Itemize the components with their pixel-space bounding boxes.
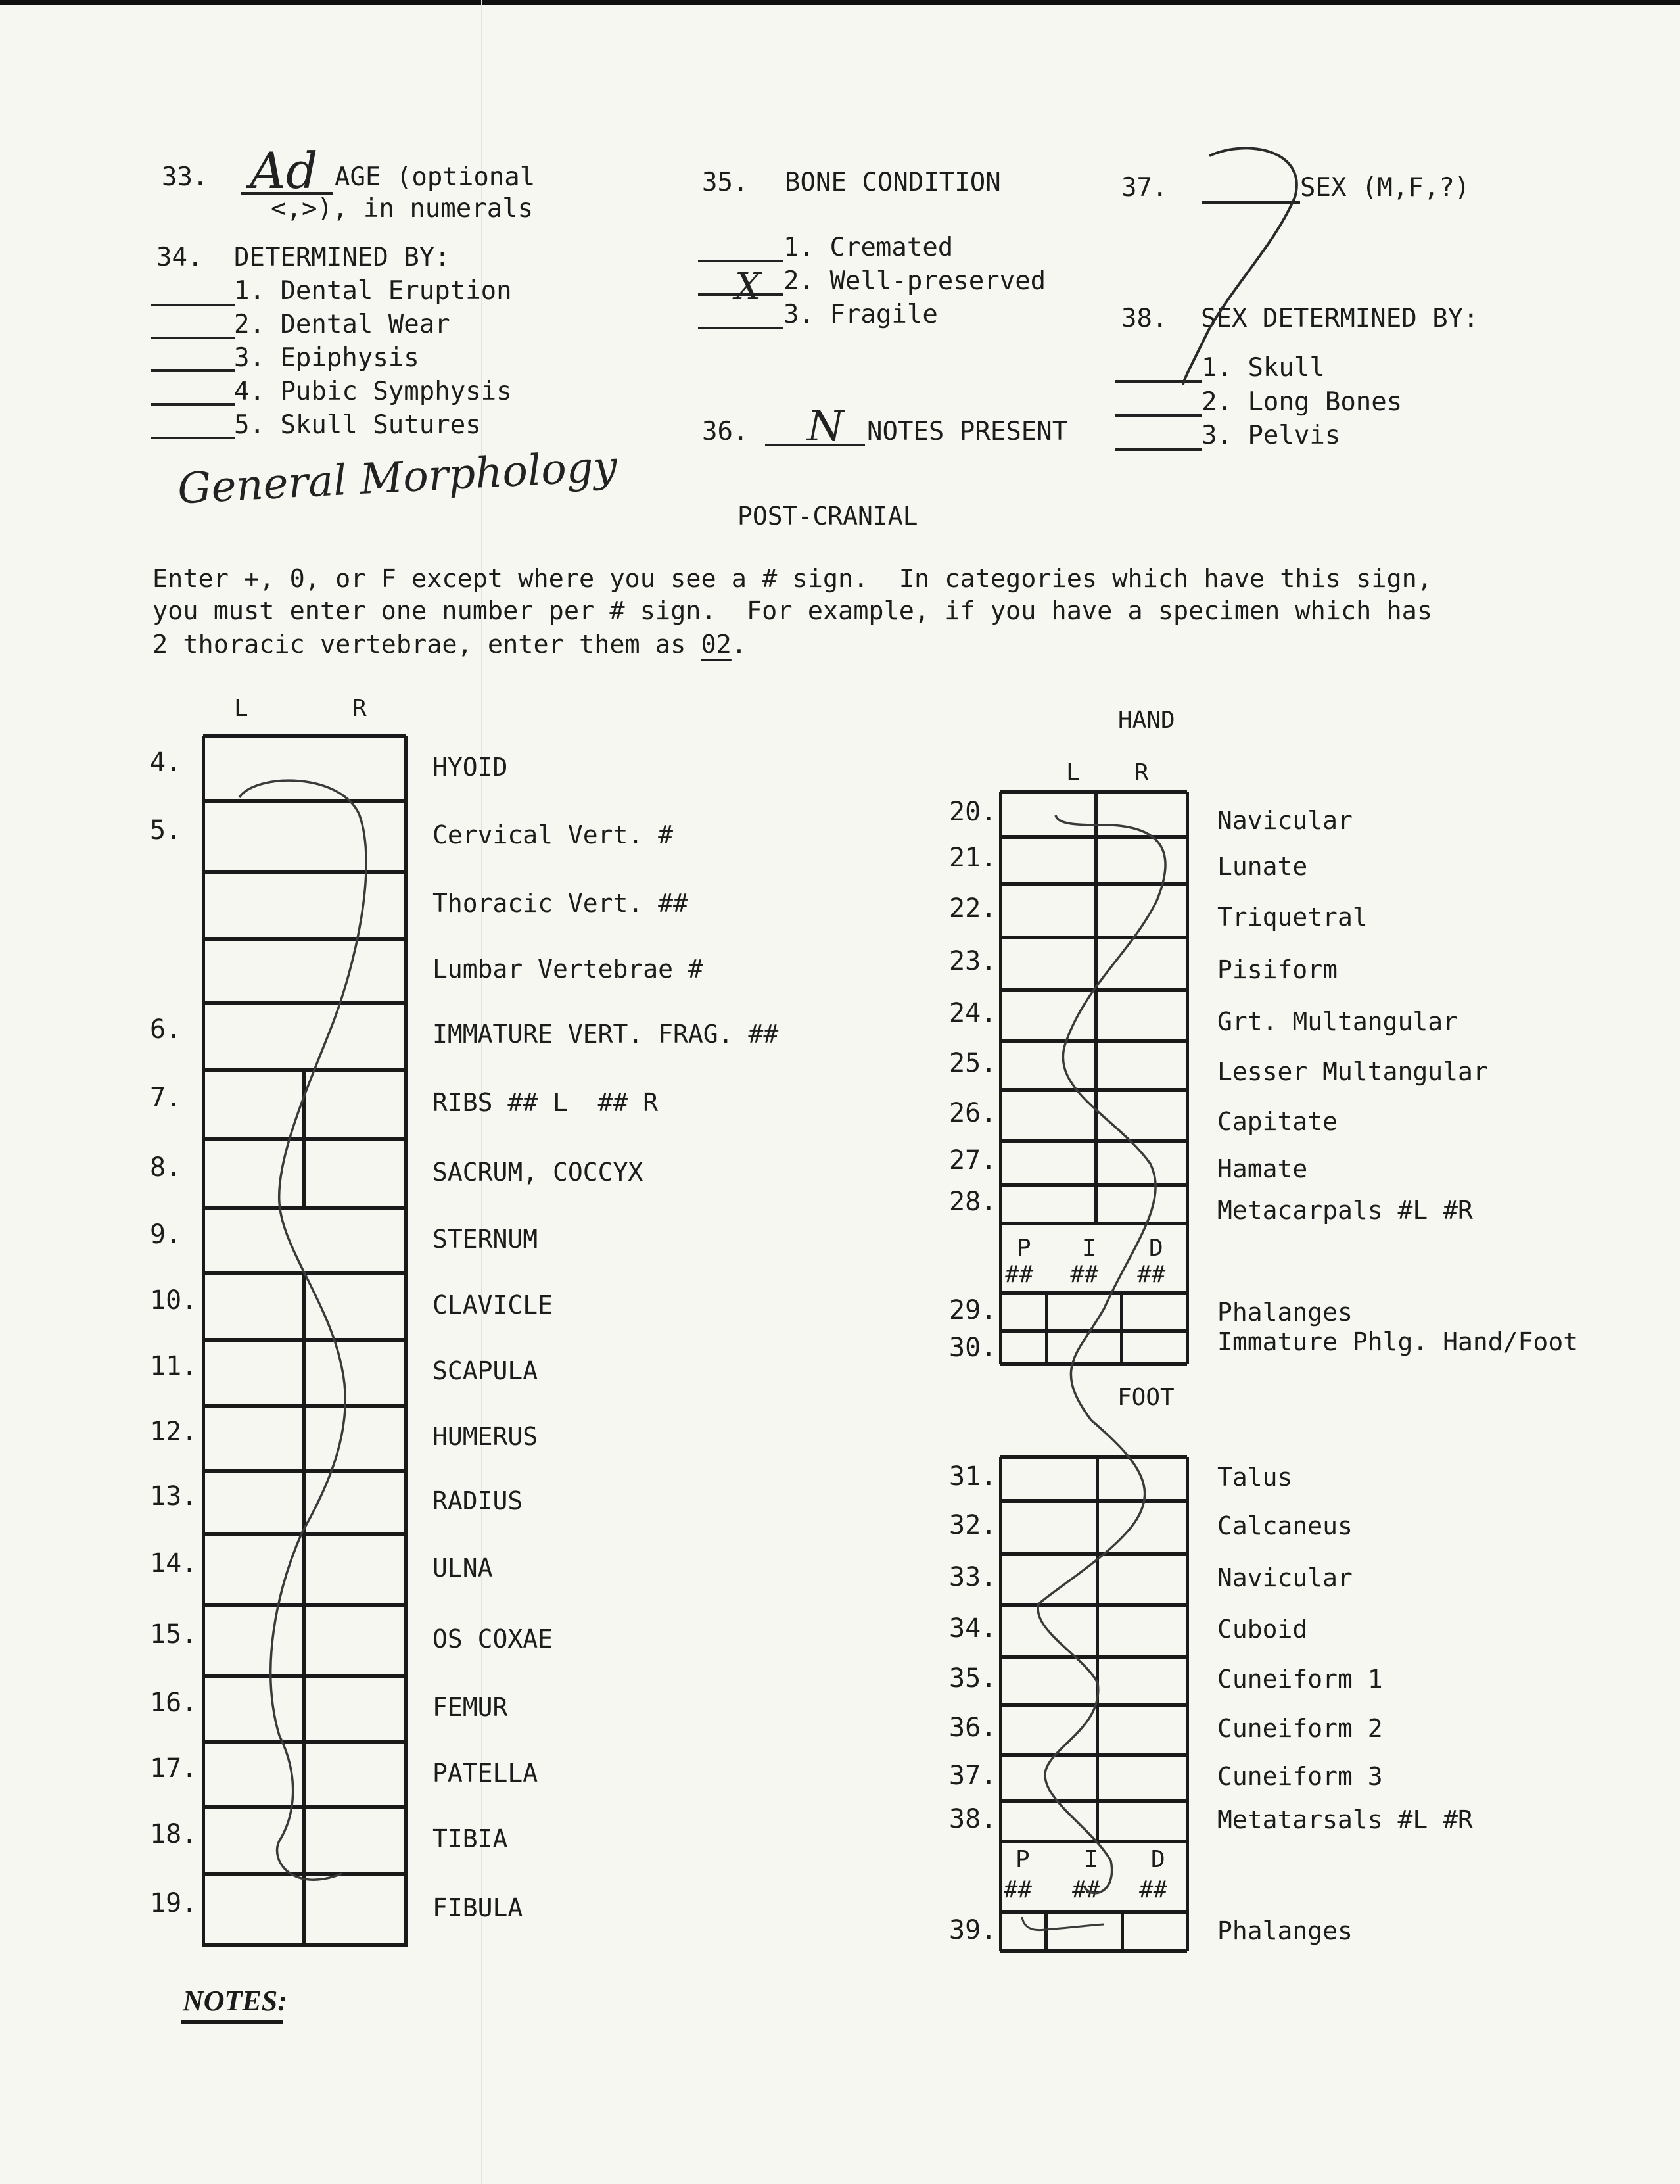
age-number: 33. [162,162,208,192]
sex-input-line[interactable] [1202,201,1300,204]
main-table-lr-divider [302,1070,306,1139]
foot-phalanx-divider [1121,1912,1124,1951]
hand-phalanx-mark: ## [1137,1261,1166,1288]
hand-table-cell-left[interactable] [1003,939,1093,988]
main-table-row-label: PATELLA [432,1758,538,1788]
main-table-row-label: RADIUS [432,1486,523,1515]
foot-table-row-label: Navicular [1217,1563,1353,1592]
foot-table-row-number: 36. [949,1712,997,1743]
main-table-cell-right[interactable] [306,1342,403,1404]
main-table-row-number: 19. [150,1887,198,1918]
foot-table-row-label: Metatarsals #L #R [1217,1805,1473,1834]
main-table-row-label: FEMUR [432,1692,508,1722]
foot-phalanx-row-number: 39. [949,1915,997,1945]
main-table-cell-left[interactable] [206,1607,301,1674]
foot-table-cell-left[interactable] [1003,1459,1094,1499]
hand-table-cell-right[interactable] [1098,992,1184,1039]
notes-present-number: 36. [702,417,749,446]
main-table-row-number: 12. [150,1417,198,1447]
bone-condition-title: BONE CONDITION [785,168,1001,197]
main-table-cell[interactable] [206,803,403,870]
sex-label: SEX (M,F,?) [1300,173,1470,202]
foot-table-row-number: 38. [949,1803,997,1834]
main-table-row-label: OS COXAE [432,1624,553,1653]
hand-phalanx-header: P [1017,1235,1031,1262]
hand-col-left-header: L [1066,759,1081,786]
foot-table-row-label: Cuboid [1217,1614,1308,1644]
main-table-cell-right[interactable] [306,1473,403,1532]
hand-table-row-label: Hamate [1217,1154,1308,1183]
foot-phalanx-mark: ## [1139,1876,1168,1903]
hand-table-left-border [999,792,1002,1364]
hand-table-right-border [1186,792,1189,1364]
main-table-row-label: CLAVICLE [432,1290,553,1319]
main-table-row-number: 6. [150,1014,182,1045]
main-table-cell-right[interactable] [306,1408,403,1469]
foot-table-cell-left[interactable] [1003,1803,1094,1840]
foot-title: FOOT [1117,1384,1175,1411]
main-table-cell[interactable] [206,1210,403,1271]
foot-table-cell-right[interactable] [1100,1757,1184,1799]
main-table-cell-left[interactable] [206,1072,301,1137]
hand-table-cell-left[interactable] [1003,1043,1093,1088]
main-table-row-label: RIBS ## L ## R [432,1088,659,1117]
bone-condition-option-2: 2. Well-preserved [783,266,1046,296]
main-table-row-number: 16. [150,1687,198,1718]
main-table-row-label: HYOID [432,752,508,782]
hand-table-row-label: Triquetral [1217,902,1368,932]
hand-col-right-header: R [1134,759,1149,786]
hand-table-cell-left[interactable] [1003,1143,1093,1183]
foot-table-row-number: 34. [949,1613,997,1644]
main-table-row-label: HUMERUS [432,1422,538,1451]
foot-table-cell-left[interactable] [1003,1659,1094,1703]
notes-present-value[interactable]: N [807,402,844,451]
foot-phalanx-cell-p[interactable] [1003,1914,1043,1949]
foot-phalanx-cell-d[interactable] [1125,1914,1184,1949]
foot-phalanx-mark: ## [1004,1876,1033,1903]
foot-table-cell-right[interactable] [1100,1459,1184,1499]
sex-determined-number: 38. [1121,304,1168,333]
hand-table-cell-right[interactable] [1098,939,1184,988]
hand-phalanx-header: I [1082,1235,1096,1262]
main-table-row-number: 4. [150,747,182,778]
main-table-cell-left[interactable] [206,1876,301,1943]
foot-phalanx-row-line [1000,1949,1187,1953]
hand-table-row-label: Lesser Multangular [1217,1057,1488,1086]
main-table-cell-left[interactable] [206,1408,301,1469]
hand-title: HAND [1118,707,1175,734]
main-table-lr-divider [302,1471,306,1534]
hand-table-row-label: Metacarpals #L #R [1217,1195,1473,1225]
foot-table-row-number: 33. [949,1561,997,1592]
hand-phalanx-cell-d[interactable] [1124,1295,1184,1329]
foot-table-cell-right[interactable] [1100,1659,1184,1703]
foot-table-cell-right[interactable] [1100,1556,1184,1603]
determined-by-option-2: 2. Dental Wear [234,310,450,339]
main-table-row-number: 8. [150,1152,182,1183]
main-col-left-header: L [234,695,248,722]
main-table-cell-right[interactable] [306,1607,403,1674]
foot-phalanx-header: P [1015,1846,1030,1873]
main-table-cell-right[interactable] [306,1809,403,1872]
hand-table-cell-right[interactable] [1098,1187,1184,1222]
determined-by-blank-4[interactable] [151,403,235,406]
sex-determined-blank-2[interactable] [1115,414,1202,417]
hand-phalanx-row-number: 30. [949,1333,997,1363]
handwritten-general-morphology: General Morphology [176,442,618,514]
instructions-line-1: Enter +, 0, or F except where you see a # sign. In categories which have this sign, [152,564,1433,594]
main-table-lr-divider [302,1676,306,1742]
main-table-cell-right[interactable] [306,1141,403,1206]
hand-table-row-number: 27. [949,1145,997,1175]
main-table-row-label: STERNUM [432,1224,538,1254]
hand-table-cell-right[interactable] [1098,1043,1184,1088]
main-table-cell-left[interactable] [206,1536,301,1603]
bone-condition-option-3: 3. Fragile [783,300,938,329]
determined-by-option-4: 4. Pubic Symphysis [234,377,512,406]
hand-table-cell-left[interactable] [1003,1092,1093,1139]
main-table-cell[interactable] [206,1005,403,1068]
notes-underline [181,2020,283,2024]
bone-condition-blank-3[interactable] [698,327,783,329]
determined-by-option-1: 1. Dental Eruption [234,276,512,306]
hand-table-row-label: Navicular [1217,806,1353,835]
main-table-cell-right[interactable] [306,1744,403,1805]
hand-table-row-number: 26. [949,1098,997,1128]
hand-table-row-number: 24. [949,998,997,1028]
main-table-lr-divider [302,1273,306,1340]
bone-condition-blank-1[interactable] [698,260,783,262]
foot-table-cell-left[interactable] [1003,1757,1094,1799]
foot-table-row-number: 37. [949,1760,997,1791]
hand-phalanx-cell-i[interactable] [1049,1333,1119,1362]
foot-table-row-number: 35. [949,1663,997,1694]
main-table-lr-divider [302,1742,306,1807]
determined-by-title: DETERMINED BY: [234,243,450,272]
main-table-row-number: 14. [150,1548,198,1579]
foot-table-cell-left[interactable] [1003,1556,1094,1603]
main-table-row-number: 11. [150,1351,198,1381]
sex-determined-blank-1[interactable] [1115,380,1202,383]
foot-phalanx-header: D [1151,1846,1165,1873]
instructions-line-3-text: 2 thoracic vertebrae, enter them as [152,630,701,659]
determined-by-blank-2[interactable] [151,337,235,339]
hand-table-row-label: Lunate [1217,852,1308,881]
foot-table-cell-right[interactable] [1100,1707,1184,1753]
foot-table-cell-right[interactable] [1100,1803,1184,1840]
foot-table-lr-divider [1096,1457,1099,1841]
main-table-cell-left[interactable] [206,1275,301,1338]
hand-phalanx-divider [1045,1293,1048,1364]
main-table-cell-right[interactable] [306,1876,403,1943]
main-table-row-number: 15. [150,1619,198,1650]
main-table-lr-divider [302,1340,306,1406]
main-table-row-number: 9. [150,1219,182,1250]
hand-table-row-number: 28. [949,1186,997,1217]
sex-determined-title: SEX DETERMINED BY: [1201,304,1479,333]
sex-determined-option-3: 3. Pelvis [1202,421,1341,450]
hand-phalanx-row-line [1000,1362,1187,1366]
hand-table-cell-left[interactable] [1003,1187,1093,1222]
hand-phalanx-divider [1120,1293,1123,1364]
main-table-row-label: FIBULA [432,1893,523,1922]
main-table-lr-divider [302,1807,306,1874]
main-col-right-header: R [352,695,367,722]
main-table-cell-left[interactable] [206,1678,301,1740]
main-table-cell-left[interactable] [206,1809,301,1872]
foot-phalanx-mark: ## [1072,1876,1101,1903]
hand-table-row-number: 25. [949,1048,997,1078]
foot-phalanx-divider [1044,1912,1048,1951]
instructions-example-suffix: . [731,630,747,659]
hand-table-row-number: 20. [949,797,997,827]
main-table-row-number: 10. [150,1285,198,1316]
hand-table-row-label: Pisiform [1217,955,1338,984]
hand-table-cell-left[interactable] [1003,992,1093,1039]
hand-table-cell-right[interactable] [1098,886,1184,936]
main-table-row-label: TIBIA [432,1824,508,1853]
hand-table-row-number: 23. [949,946,997,976]
foot-table-row-label: Cuneiform 2 [1217,1713,1383,1743]
post-cranial-title: POST-CRANIAL [737,502,918,531]
determined-by-blank-1[interactable] [151,304,235,306]
main-table-row-label: SACRUM, COCCYX [432,1157,643,1187]
hand-phalanx-row-label: Immature Phlg. Hand/Foot [1217,1327,1579,1356]
hand-phalanx-row-label: Phalanges [1217,1298,1353,1327]
hand-phalanx-row-number: 29. [949,1295,997,1325]
main-table-cell[interactable] [206,941,403,1001]
determined-by-option-5: 5. Skull Sutures [234,410,481,440]
main-table-cell-right[interactable] [306,1072,403,1137]
foot-table-cell-left[interactable] [1003,1607,1094,1655]
main-table-cell[interactable] [206,738,403,799]
main-table-lr-divider [302,1406,306,1471]
scan-top-edge [0,0,1680,5]
main-table-cell-right[interactable] [306,1678,403,1740]
instructions-line-3 [152,632,747,658]
foot-table-cell-right[interactable] [1100,1607,1184,1655]
sex-number: 37. [1121,173,1168,202]
main-table-lr-divider [302,1605,306,1676]
hand-phalanx-cell-p[interactable] [1003,1295,1044,1329]
foot-phalanx-cell-i[interactable] [1048,1914,1119,1949]
main-table-lr-divider [302,1139,306,1208]
hand-table-cell-left[interactable] [1003,794,1093,835]
main-table-row-label: SCAPULA [432,1356,538,1385]
foot-table-cell-left[interactable] [1003,1707,1094,1753]
main-table-cell[interactable] [206,874,403,937]
hand-phalanx-cell-p[interactable] [1003,1333,1044,1362]
determined-by-number: 34. [156,243,203,272]
sex-determined-option-1: 1. Skull [1202,353,1325,383]
hand-table-lr-divider [1094,792,1098,1223]
main-table-row-number: 18. [150,1819,198,1849]
sex-dash-stroke [1183,148,1297,385]
instructions-line-2: you must enter one number per # sign. For example, if you have a specimen which has [152,596,1433,626]
main-table-row-number: 7. [150,1083,182,1113]
hand-table-cell-right[interactable] [1098,1092,1184,1139]
foot-table-row-label: Cuneiform 1 [1217,1665,1383,1694]
main-table-right-border [404,736,408,1947]
hand-phalanx-header: D [1149,1235,1163,1262]
foot-phalanx-header: I [1084,1846,1098,1873]
sex-determined-option-2: 2. Long Bones [1202,387,1403,417]
foot-table-left-border [999,1457,1002,1951]
foot-table-cell-right[interactable] [1100,1503,1184,1552]
hand-table-row-line [1000,1222,1187,1225]
hand-table-row-number: 22. [949,893,997,924]
bone-condition-option-1: 1. Cremated [783,233,954,262]
main-table-row-number: 13. [150,1481,198,1511]
determined-by-option-3: 3. Epiphysis [234,343,419,373]
hand-table-row-label: Grt. Multangular [1217,1007,1458,1036]
main-table-cell-right[interactable] [306,1275,403,1338]
foot-table-row-label: Cuneiform 3 [1217,1761,1383,1791]
age-value[interactable]: Ad [250,141,318,200]
foot-table-row-line [1000,1840,1187,1843]
hand-table-cell-left[interactable] [1003,839,1093,882]
main-table-cell-right[interactable] [306,1536,403,1603]
main-table-lr-divider [302,1874,306,1945]
main-table-row-label: Lumbar Vertebrae # [432,954,703,984]
main-table-cell-left[interactable] [206,1141,301,1206]
hand-table-cell-right[interactable] [1098,839,1184,882]
main-table-cell-left[interactable] [206,1744,301,1805]
foot-table-row-label: Calcaneus [1217,1511,1353,1540]
bone-condition-number: 35. [702,168,749,197]
hand-table-row-label: Capitate [1217,1107,1338,1136]
hand-table-cell-right[interactable] [1098,1143,1184,1183]
main-table-row-label: Cervical Vert. # [432,820,674,849]
age-label-line2: <,>), in numerals [271,194,534,224]
main-table-cell-left[interactable] [206,1473,301,1532]
main-table-row-label: Thoracic Vert. ## [432,889,688,918]
instructions-example-value: 02 [701,630,732,659]
main-table-row-number: 17. [150,1753,198,1784]
main-table-lr-divider [302,1534,306,1605]
sex-determined-blank-3[interactable] [1115,448,1202,451]
hand-phalanx-mark: ## [1005,1261,1034,1288]
foot-table-row-number: 32. [949,1509,997,1540]
foot-phalanx-row-label: Phalanges [1217,1916,1353,1945]
main-table-cell-left[interactable] [206,1342,301,1404]
foot-table-right-border [1186,1457,1189,1951]
determined-by-blank-3[interactable] [151,369,235,372]
hand-phalanx-cell-d[interactable] [1124,1333,1184,1362]
notes-label: NOTES: [183,1985,287,2017]
main-table-row-number: 5. [150,815,182,845]
main-table-row-label: IMMATURE VERT. FRAG. ## [432,1020,779,1049]
age-label-line1: AGE (optional [335,162,536,192]
bone-condition-mark-2[interactable]: X [735,266,761,308]
notes-present-label: NOTES PRESENT [867,417,1068,446]
hand-table-cell-left[interactable] [1003,886,1093,936]
hand-phalanx-mark: ## [1070,1261,1099,1288]
hand-phalanx-cell-i[interactable] [1049,1295,1119,1329]
foot-table-row-label: Talus [1217,1462,1293,1492]
hand-table-cell-right[interactable] [1098,794,1184,835]
foot-table-row-number: 31. [949,1461,997,1492]
foot-table-cell-left[interactable] [1003,1503,1094,1552]
hand-table-row-number: 21. [949,843,997,873]
main-table-row-label: ULNA [432,1554,493,1582]
determined-by-blank-5[interactable] [151,437,235,439]
main-table-left-border [202,736,205,1947]
